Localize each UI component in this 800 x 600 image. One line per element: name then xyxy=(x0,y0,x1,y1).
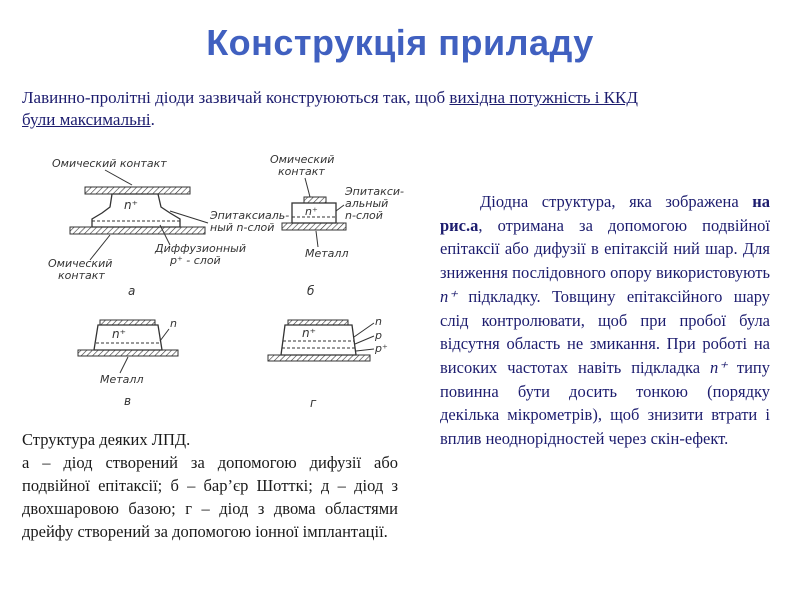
g-letter: г xyxy=(310,396,317,410)
right-text-1: Діодна структура, яка зображена xyxy=(480,192,753,211)
caption-body: а – діод створений за допомогою дифузії або подвійної епітаксії; б – бар’єр Шотткі; д – діод з двохшаровою базою; г – діод з двома областями дрейфу створений за допомогою іонної імплантації. xyxy=(22,453,398,541)
right-description xyxy=(440,190,770,451)
intro-link-max: були максимальні xyxy=(22,110,151,129)
g-p-plus-label: p⁺ xyxy=(375,342,388,355)
a-letter: а xyxy=(128,284,136,298)
b-metal-label: Металл xyxy=(305,247,349,260)
a-contact-top-label: Омический контакт xyxy=(52,157,167,170)
b-letter: б xyxy=(307,284,315,298)
v-metal-label: Металл xyxy=(100,373,144,386)
v-n-plus-label: n⁺ xyxy=(112,327,126,341)
v-letter: в xyxy=(124,394,132,408)
right-text-nplus-1: n⁺ xyxy=(440,286,457,306)
structure-a xyxy=(48,157,289,298)
b-contact-label-2: контакт xyxy=(278,165,325,178)
right-text-2: , отримана за допомогою подвійної епітаксії або дифузії в епітаксій ний шар. Для зниження послідовного опору використовують xyxy=(440,215,770,283)
b-n-plus-label: n⁺ xyxy=(305,205,318,218)
a-epi-label-1: Эпитаксиаль- xyxy=(210,209,290,222)
intro-link-power: вихідна потужність і ККД xyxy=(449,88,638,107)
page-title: Конструкція приладу xyxy=(206,22,594,63)
intro-part1: Лавинно-пролітні діоди зазвичай конструюються так, щоб xyxy=(22,88,450,107)
g-n-label: n xyxy=(375,315,382,328)
v-n-label: n xyxy=(170,317,177,330)
structure-b xyxy=(270,153,404,298)
a-n-plus-label: n⁺ xyxy=(124,198,138,212)
a-diff-label-1: Диффузионный xyxy=(155,242,247,255)
intro-text xyxy=(22,87,767,131)
figure-caption xyxy=(22,428,398,543)
caption-title: Структура деяких ЛПД. xyxy=(22,430,191,449)
a-contact-bottom-label-2: контакт xyxy=(58,269,105,282)
right-text-3: підкладку. Товщину епітаксійного шару слід контролювати, щоб при пробої була відсутня область не змикання. При роботі на високих частотах навіть підкладка xyxy=(440,286,770,377)
structure-g xyxy=(268,315,388,410)
diode-structures-figure xyxy=(20,145,415,420)
right-text-nplus-2: n⁺ xyxy=(710,357,727,377)
b-epi-label-2: альный xyxy=(345,197,389,210)
g-n-plus-label: n⁺ xyxy=(302,326,316,340)
right-text-4: типу повинна бути досить тонкою (порядку декілька мікрометрів), щоб знизити втрати і вплив неоднорідностей через скін-ефект. xyxy=(440,357,770,449)
structure-v xyxy=(78,317,178,408)
b-epi-label-1: Эпитакси- xyxy=(345,185,404,198)
b-contact-label-1: Омический xyxy=(270,153,335,166)
right-text-figref: на рис.а xyxy=(440,192,770,235)
a-contact-bottom-label-1: Омический xyxy=(48,257,113,270)
a-epi-label-2: ный n-слой xyxy=(210,221,275,234)
intro-end: . xyxy=(150,110,155,129)
g-p-label: p xyxy=(375,329,382,342)
a-diff-label-2: p⁺ - слой xyxy=(170,254,221,267)
b-epi-label-3: n-слой xyxy=(345,209,383,222)
